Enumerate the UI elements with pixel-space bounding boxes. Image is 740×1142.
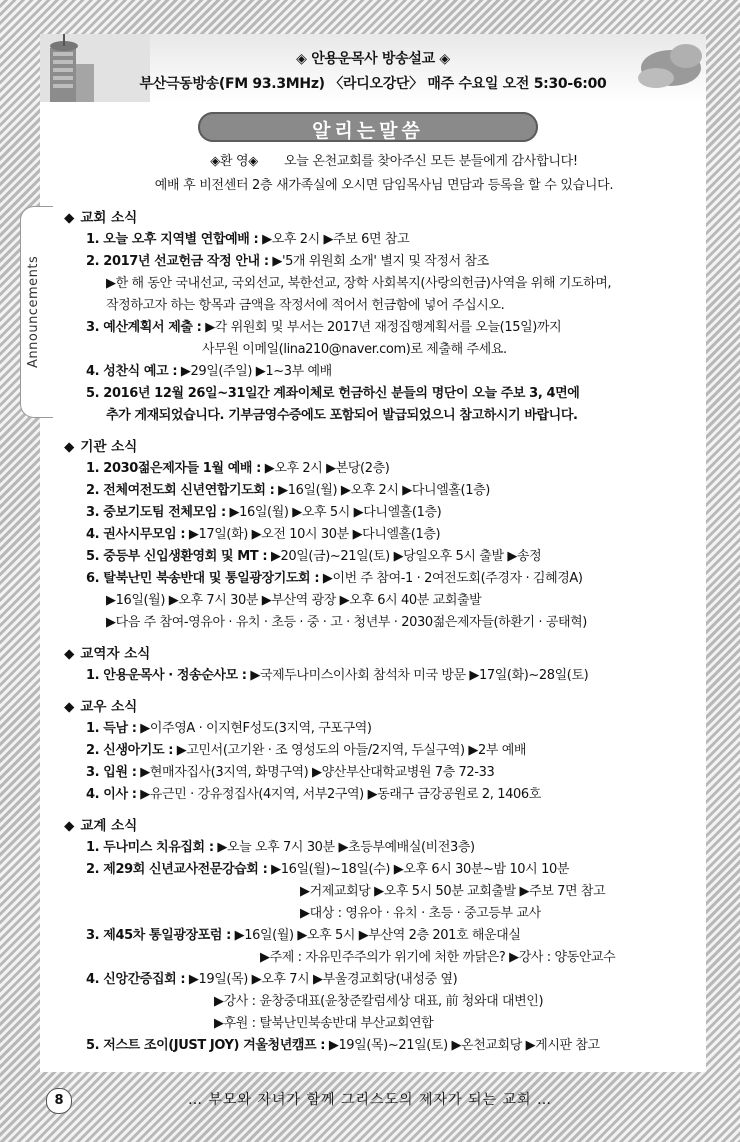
item-label: 3. 중보기도팀 전체모임 : bbox=[86, 505, 226, 520]
item-label: 1. 오늘 오후 지역별 연합예배 : bbox=[86, 232, 259, 247]
item-text: ▶16일(월) ▶오후 5시 ▶다니엘홀(1층) bbox=[229, 505, 442, 520]
list-item bbox=[64, 665, 704, 687]
item-text: ▶19일(목) ▶오후 7시 ▶부울경교회당(내성중 옆) bbox=[188, 972, 458, 987]
list-item bbox=[64, 740, 704, 762]
item-label: 3. 예산계획서 제출 : bbox=[86, 320, 202, 335]
section-organization-news bbox=[64, 436, 704, 634]
list-item bbox=[64, 251, 704, 273]
item-label: 4. 권사시무모임 : bbox=[86, 527, 186, 542]
page-title: 알리는말씀 bbox=[312, 120, 424, 142]
item-text: ▶29일(주일) ▶1~3부 예배 bbox=[180, 364, 332, 379]
list-item bbox=[64, 229, 704, 251]
list-item bbox=[64, 480, 704, 502]
item-text: ▶'5개 위원회 소개' 별지 및 작정서 참조 bbox=[272, 254, 489, 269]
item-text: ▶오늘 오후 7시 30분 ▶초등부예배실(비전3층) bbox=[217, 840, 475, 855]
section-member-news bbox=[64, 696, 704, 806]
item-label: 1. 두나미스 치유집회 : bbox=[86, 840, 214, 855]
list-item bbox=[64, 784, 704, 806]
item-text: ▶이번 주 참여-1 · 2여전도회(주경자 · 김혜경A) bbox=[322, 571, 583, 586]
list-item bbox=[64, 361, 704, 383]
section-heading: 교역자 소식 bbox=[80, 646, 151, 662]
item-text: ▶국제두나미스이사회 참석차 미국 방문 ▶17일(화)~28일(토) bbox=[250, 668, 589, 683]
list-item bbox=[64, 969, 704, 991]
title-banner bbox=[198, 112, 538, 142]
item-label: 4. 성찬식 예고 : bbox=[86, 364, 178, 379]
item-text: ▶오후 2시 ▶주보 6면 참고 bbox=[262, 232, 410, 247]
diamond-bullet-icon: ◆ bbox=[64, 439, 75, 455]
item-label: 3. 제45차 통일광장포럼 : bbox=[86, 928, 231, 943]
item-continuation: ▶거제교회당 ▶오후 5시 50분 교회출발 ▶주보 7면 참고 bbox=[300, 884, 606, 899]
list-item bbox=[64, 568, 704, 590]
item-label: 1. 득남 : bbox=[86, 721, 137, 736]
item-continuation: ▶후원 : 탈북난민북송반대 부산교회연합 bbox=[214, 1016, 434, 1031]
item-text: ▶17일(화) ▶오전 10시 30분 ▶다니엘홀(1층) bbox=[188, 527, 441, 542]
item-label: 2. 2017년 선교헌금 작정 안내 : bbox=[86, 254, 269, 269]
section-heading: 교계 소식 bbox=[80, 818, 138, 834]
item-text: ▶20일(금)~21일(토) ▶당일오후 5시 출발 ▶송정 bbox=[270, 549, 542, 564]
diamond-bullet-icon: ◆ bbox=[64, 818, 75, 834]
welcome-tag: ◈환 영◈ bbox=[210, 154, 258, 169]
diamond-bullet-icon: ◆ bbox=[64, 646, 75, 662]
diamond-bullet-icon: ◆ bbox=[64, 699, 75, 715]
item-continuation: ▶주제 : 자유민주주의가 위기에 처한 까닭은? ▶강사 : 양동안교수 bbox=[260, 950, 616, 965]
side-tab-label: Announcements bbox=[26, 255, 41, 368]
header-title: ◈ 안용운목사 방송설교 ◈ bbox=[296, 51, 450, 67]
list-item bbox=[64, 859, 704, 881]
welcome-line-1: 오늘 온천교회를 찾아주신 모든 분들에게 감사합니다! bbox=[284, 154, 578, 169]
list-item bbox=[64, 1035, 704, 1057]
item-text: ▶유근민 · 강유정집사(4지역, 서부2구역) ▶동래구 금강공원로 2, 1406호 bbox=[140, 787, 541, 802]
list-item bbox=[64, 762, 704, 784]
item-text: ▶16일(월)~18일(수) ▶오후 6시 30분~밤 10시 10분 bbox=[271, 862, 569, 877]
item-label: 3. 입원 : bbox=[86, 765, 137, 780]
item-continuation: 사무원 이메일(lina210@naver.com)로 제출해 주세요. bbox=[202, 342, 507, 357]
item-label: 5. 저스트 조이(JUST JOY) 겨울청년캠프 : bbox=[86, 1038, 326, 1053]
item-text: ▶각 위원회 및 부서는 2017년 재정집행계획서를 오늘(15일)까지 bbox=[205, 320, 562, 335]
item-text: ▶이주영A · 이지현F성도(3지역, 구포구역) bbox=[140, 721, 372, 736]
list-item: 5. 2016년 12월 26일~31일간 계좌이체로 헌금하신 분들의 명단이 오늘 주보 3, 4면에 bbox=[86, 386, 580, 401]
announcements-body bbox=[64, 150, 704, 1057]
list-item bbox=[64, 458, 704, 480]
item-text: ▶고민서(고기완 · 조 영성도의 아들/2지역, 두실구역) ▶2부 예배 bbox=[176, 743, 527, 758]
item-continuation: ▶16일(월) ▶오후 7시 30분 ▶부산역 광장 ▶오후 6시 40분 교회출발 bbox=[106, 593, 482, 608]
section-clergy-news bbox=[64, 643, 704, 687]
item-continuation: 추가 게재되었습니다. 기부금영수증에도 포함되어 발급되었으니 참고하시기 바랍니다. bbox=[106, 408, 578, 423]
item-continuation: ▶한 해 동안 국내선교, 국외선교, 북한선교, 장학 사회복지(사랑의헌금)사역을 위해 기도하며, bbox=[106, 276, 612, 291]
item-label: 2. 신생아기도 : bbox=[86, 743, 174, 758]
diamond-bullet-icon: ◆ bbox=[64, 210, 75, 226]
list-item bbox=[64, 925, 704, 947]
item-continuation: ▶다음 주 참여-영유아 · 유치 · 초등 · 중 · 고 · 청년부 · 2030젊은제자들(하환기 · 공태혁) bbox=[106, 615, 587, 630]
item-text: ▶19일(목)~21일(토) ▶온천교회당 ▶게시판 참고 bbox=[328, 1038, 600, 1053]
item-continuation: ▶강사 : 윤창중대표(윤창준칼럼세상 대표, 前 청와대 대변인) bbox=[214, 994, 544, 1009]
list-item bbox=[64, 524, 704, 546]
item-continuation: ▶대상 : 영유아 · 유치 · 초등 · 중고등부 교사 bbox=[300, 906, 541, 921]
section-heading: 교회 소식 bbox=[80, 210, 138, 226]
list-item bbox=[64, 546, 704, 568]
section-church-news bbox=[64, 207, 704, 427]
section-denomination-news bbox=[64, 815, 704, 1057]
item-label: 6. 탈북난민 북송반대 및 통일광장기도회 : bbox=[86, 571, 320, 586]
welcome-line-2: 예배 후 비전센터 2층 새가족실에 오시면 담임목사님 면담과 등록을 할 수 있습니다. bbox=[154, 178, 614, 193]
header-schedule: 부산극동방송(FM 93.3MHz) 〈라디오강단〉 매주 수요일 오전 5:30-6:00 bbox=[139, 76, 607, 92]
item-text: ▶16일(월) ▶오후 5시 ▶부산역 2층 201호 해운대실 bbox=[234, 928, 521, 943]
list-item bbox=[64, 837, 704, 859]
item-label: 5. 중등부 신입생환영회 및 MT : bbox=[86, 549, 268, 564]
item-continuation: 작정하고자 하는 항목과 금액을 작정서에 적어서 헌금함에 넣어 주십시오. bbox=[106, 298, 505, 313]
broadcast-header bbox=[40, 34, 706, 102]
welcome-block bbox=[64, 150, 704, 198]
section-heading: 기관 소식 bbox=[80, 439, 138, 455]
item-label: 1. 2030젊은제자들 1월 예배 : bbox=[86, 461, 261, 476]
item-label: 2. 전체여전도회 신년연합기도회 : bbox=[86, 483, 275, 498]
section-heading: 교우 소식 bbox=[80, 699, 138, 715]
item-label: 1. 안용운목사 · 정송순사모 : bbox=[86, 668, 247, 683]
item-label: 4. 이사 : bbox=[86, 787, 137, 802]
page-number: 8 bbox=[46, 1088, 72, 1114]
list-item bbox=[64, 317, 704, 339]
item-text: ▶오후 2시 ▶본당(2층) bbox=[264, 461, 390, 476]
item-label: 2. 제29회 신년교사전문강습회 : bbox=[86, 862, 268, 877]
item-text: ▶현매자집사(3지역, 화명구역) ▶양산부산대학교병원 7층 72-33 bbox=[140, 765, 495, 780]
item-label: 4. 신앙간증집회 : bbox=[86, 972, 186, 987]
list-item bbox=[64, 718, 704, 740]
list-item bbox=[64, 502, 704, 524]
church-motto: … 부모와 자녀가 함께 그리스도의 제자가 되는 교회 … bbox=[187, 1092, 553, 1108]
item-text: ▶16일(월) ▶오후 2시 ▶다니엘홀(1층) bbox=[278, 483, 490, 498]
